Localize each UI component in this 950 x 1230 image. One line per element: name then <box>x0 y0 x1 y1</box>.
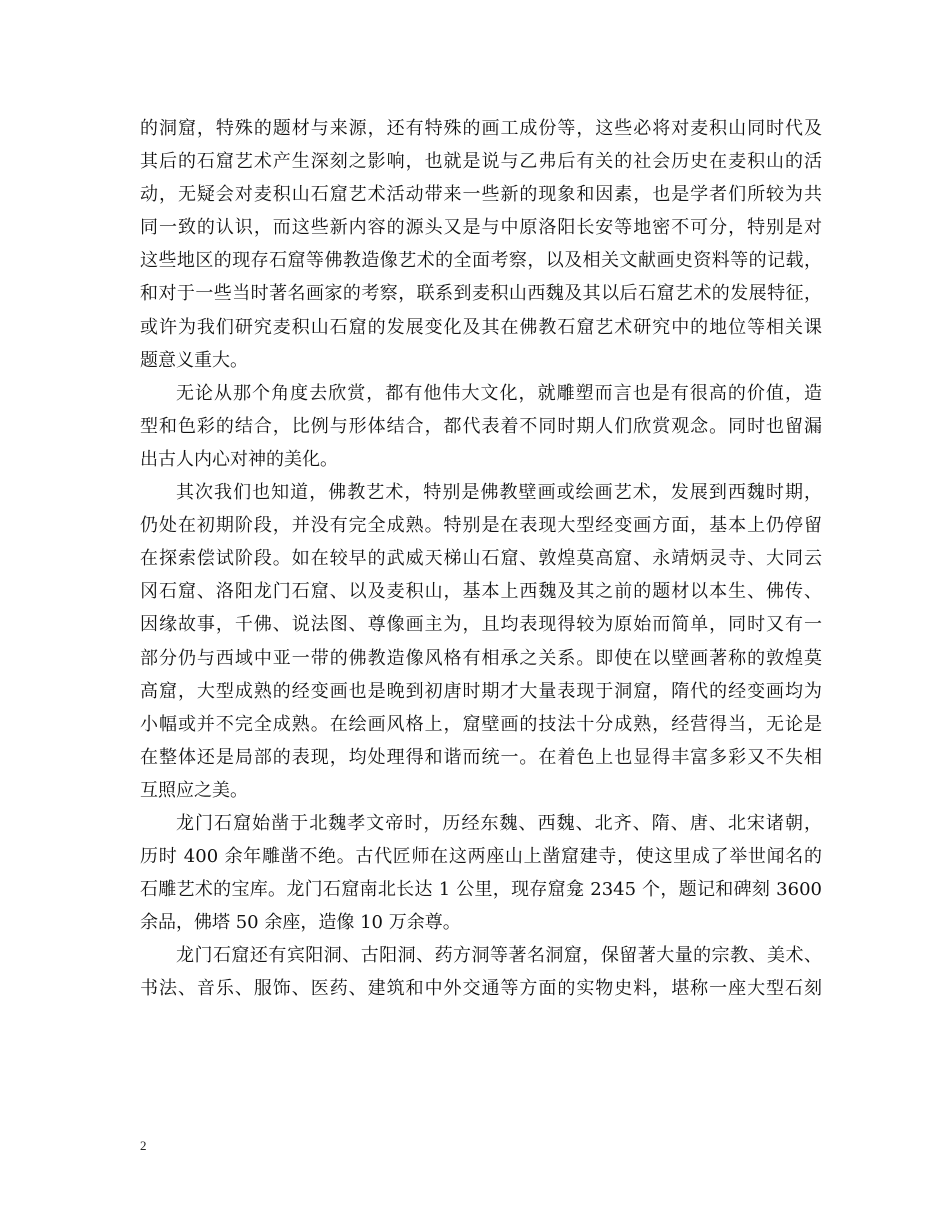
text-line: 仍处在初期阶段，并没有完全成熟。特别是在表现大型经变画方面，基本上仍停留 <box>140 515 822 537</box>
text-line: 石雕艺术的宝库。龙门石窟南北长达 1 公里，现存窟龛 2345 个，题记和碑刻 3600 <box>140 879 822 901</box>
text-line: 余品，佛塔 50 余座，造像 10 万余尊。 <box>140 912 461 934</box>
text-line: 因缘故事，千佛、说法图、尊像画主为，且均表现得较为原始而简单，同时又有一 <box>140 614 822 636</box>
text-line: 历时 400 余年雕凿不绝。古代匠师在这两座山上凿窟建寺，使这里成了举世闻名的 <box>140 846 822 868</box>
text-line: 和对于一些当时著名画家的考察，联系到麦积山西魏及其以后石窟艺术的发展特征， <box>140 283 822 305</box>
text-line: 在探索偿试阶段。如在较早的武威天梯山石窟、敦煌莫高窟、永靖炳灵寺、大同云 <box>140 548 822 570</box>
text-line: 书法、音乐、服饰、医药、建筑和中外交通等方面的实物史料，堪称一座大型石刻 <box>140 978 822 1000</box>
text-line: 同一致的认识，而这些新内容的源头又是与中原洛阳长安等地密不可分，特别是对 <box>140 217 822 239</box>
paragraph-1 <box>140 112 822 377</box>
text-line: 无论从那个角度去欣赏，都有他伟大文化，就雕塑而言也是有很高的价值，造 <box>176 382 822 404</box>
text-line: 的洞窟，特殊的题材与来源，还有特殊的画工成份等，这些必将对麦积山同时代及 <box>140 118 822 139</box>
text-line: 部分仍与西域中亚一带的佛教造像风格有相承之关系。即使在以壁画著称的敦煌莫 <box>140 647 822 669</box>
text-line: 其次我们也知道，佛教艺术，特别是佛教壁画或绘画艺术，发展到西魏时期， <box>176 482 822 504</box>
page-number: 2 <box>140 1138 147 1153</box>
paragraph-5 <box>140 939 822 1005</box>
text-line: 或许为我们研究麦积山石窟的发展变化及其在佛教石窟艺术研究中的地位等相关课 <box>140 316 822 338</box>
text-line: 动，无疑会对麦积山石窟艺术活动带来一些新的现象和因素，也是学者们所较为共 <box>140 184 822 206</box>
text-line: 高窟，大型成熟的经变画也是晚到初唐时期才大量表现于洞窟，隋代的经变画均为 <box>140 680 822 702</box>
text-line: 龙门石窟还有宾阳洞、古阳洞、药方洞等著名洞窟，保留著大量的宗教、美术、 <box>176 945 822 967</box>
text-line: 型和色彩的结合，比例与形体结合，都代表着不同时期人们欣赏观念。同时也留漏 <box>140 415 822 437</box>
text-line: 出古人内心对神的美化。 <box>140 448 338 470</box>
text-line: 题意义重大。 <box>140 349 248 371</box>
text-line: 在整体还是局部的表现，均处理得和谐而统一。在着色上也显得丰富多彩又不失相 <box>140 746 822 768</box>
text-line: 这些地区的现存石窟等佛教造像艺术的全面考察，以及相关文献画史资料等的记载， <box>140 250 822 272</box>
text-line: 冈石窟、洛阳龙门石窟、以及麦积山，基本上西魏及其之前的题材以本生、佛传、 <box>140 581 822 603</box>
text-line: 其后的石窟艺术产生深刻之影响，也就是说与乙弗后有关的社会历史在麦积山的活 <box>140 151 822 173</box>
paragraph-3 <box>140 476 822 807</box>
paragraph-2 <box>140 377 822 476</box>
text-line: 龙门石窟始凿于北魏孝文帝时，历经东魏、西魏、北齐、隋、唐、北宋诸朝， <box>176 812 822 834</box>
paragraph-4 <box>140 807 822 939</box>
text-line: 互照应之美。 <box>140 779 248 801</box>
document-body <box>140 112 822 1006</box>
text-line: 小幅或并不完全成熟。在绘画风格上，窟壁画的技法十分成熟，经营得当，无论是 <box>140 713 822 735</box>
